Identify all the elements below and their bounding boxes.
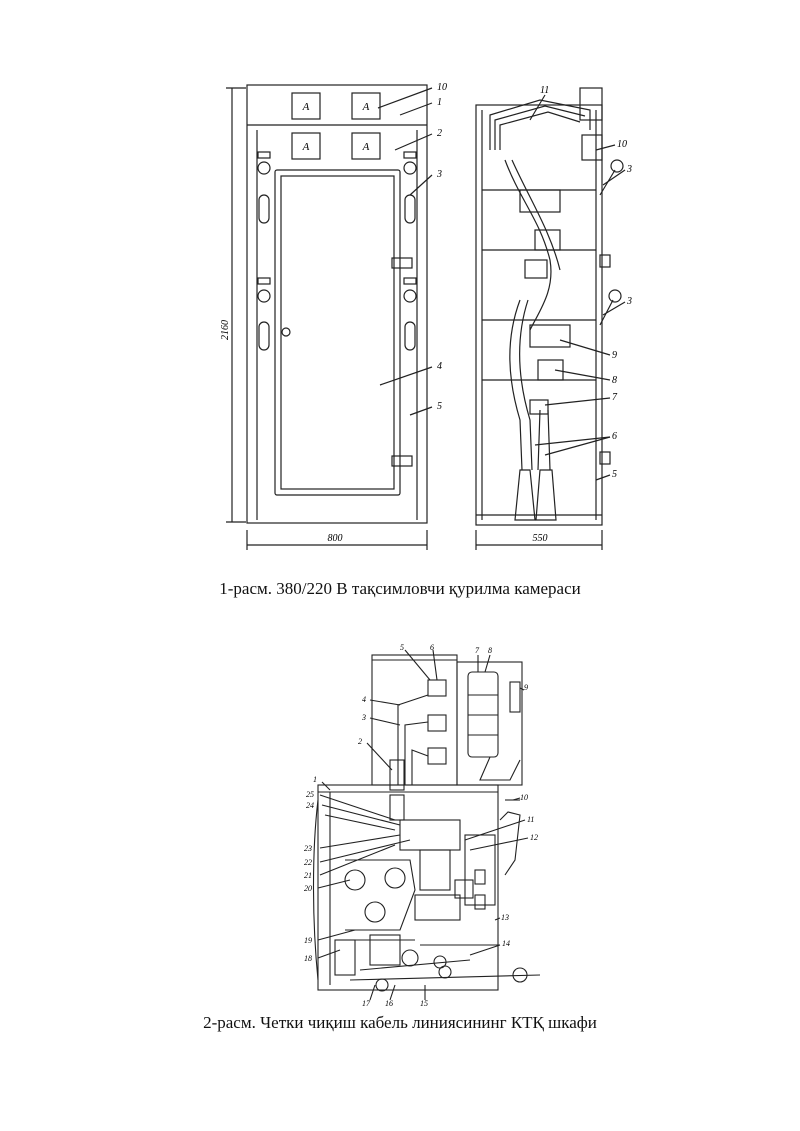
fig2-callout-12: 12 [530,833,538,842]
callout-side-11: 11 [540,85,550,96]
fig2-callout-22: 22 [304,858,312,867]
dim-width-front-label: 800 [327,533,343,544]
fig2-callout-1: 1 [313,775,317,784]
fig2-callout-23: 23 [304,844,312,853]
callout-side-10: 10 [617,139,627,150]
callout-side-3b: 3 [627,296,632,307]
meter-label-4: A [362,141,370,153]
figure-1-caption: 1-расм. 380/220 В тақсимловчи қурилма камераси [219,579,581,598]
fig2-callout-15: 15 [420,999,428,1008]
dim-height-label: 2160 [220,320,231,340]
callout-front-1: 1 [437,97,442,108]
fig2-callout-16: 16 [385,999,393,1008]
fig2-callout-7: 7 [475,646,479,655]
fig2-callout-3: 3 [362,713,366,722]
fig2-callout-14: 14 [502,939,510,948]
callout-side-5: 5 [612,469,617,480]
fig2-callout-20: 20 [304,884,312,893]
callout-front-4: 4 [437,361,442,372]
meter-label-1: A [302,101,310,113]
dim-width-side-label: 550 [532,533,548,544]
fig2-callout-2: 2 [358,737,362,746]
fig2-callout-18: 18 [304,954,312,963]
fig2-callout-9: 9 [524,683,528,692]
meter-label-2: A [362,101,370,113]
fig2-callout-11: 11 [527,815,535,824]
fig2-callout-19: 19 [304,936,312,945]
fig2-callout-6: 6 [430,643,434,652]
callout-side-7: 7 [612,392,617,403]
callout-front-2: 2 [437,128,442,139]
callout-side-6: 6 [612,431,617,442]
fig2-callout-10: 10 [520,793,528,802]
figure-1-drawing [200,70,640,560]
fig2-callout-8: 8 [488,646,492,655]
fig2-callout-13: 13 [501,913,509,922]
meter-label-3: A [302,141,310,153]
callout-front-5: 5 [437,401,442,412]
fig2-callout-17: 17 [362,999,370,1008]
fig2-callout-24: 24 [306,801,314,810]
callout-side-3a: 3 [627,164,632,175]
fig2-callout-21: 21 [304,871,312,880]
fig2-callout-5: 5 [400,643,404,652]
figure-2-caption: 2-расм. Четки чиқиш кабель линиясининг КТҚ шкафи [203,1013,597,1032]
figure-2-drawing [295,640,555,1010]
callout-side-8: 8 [612,375,617,386]
callout-front-3: 3 [437,169,442,180]
fig2-callout-25: 25 [306,790,314,799]
fig2-callout-4: 4 [362,695,366,704]
callout-side-9: 9 [612,350,617,361]
callout-front-10: 10 [437,82,447,93]
